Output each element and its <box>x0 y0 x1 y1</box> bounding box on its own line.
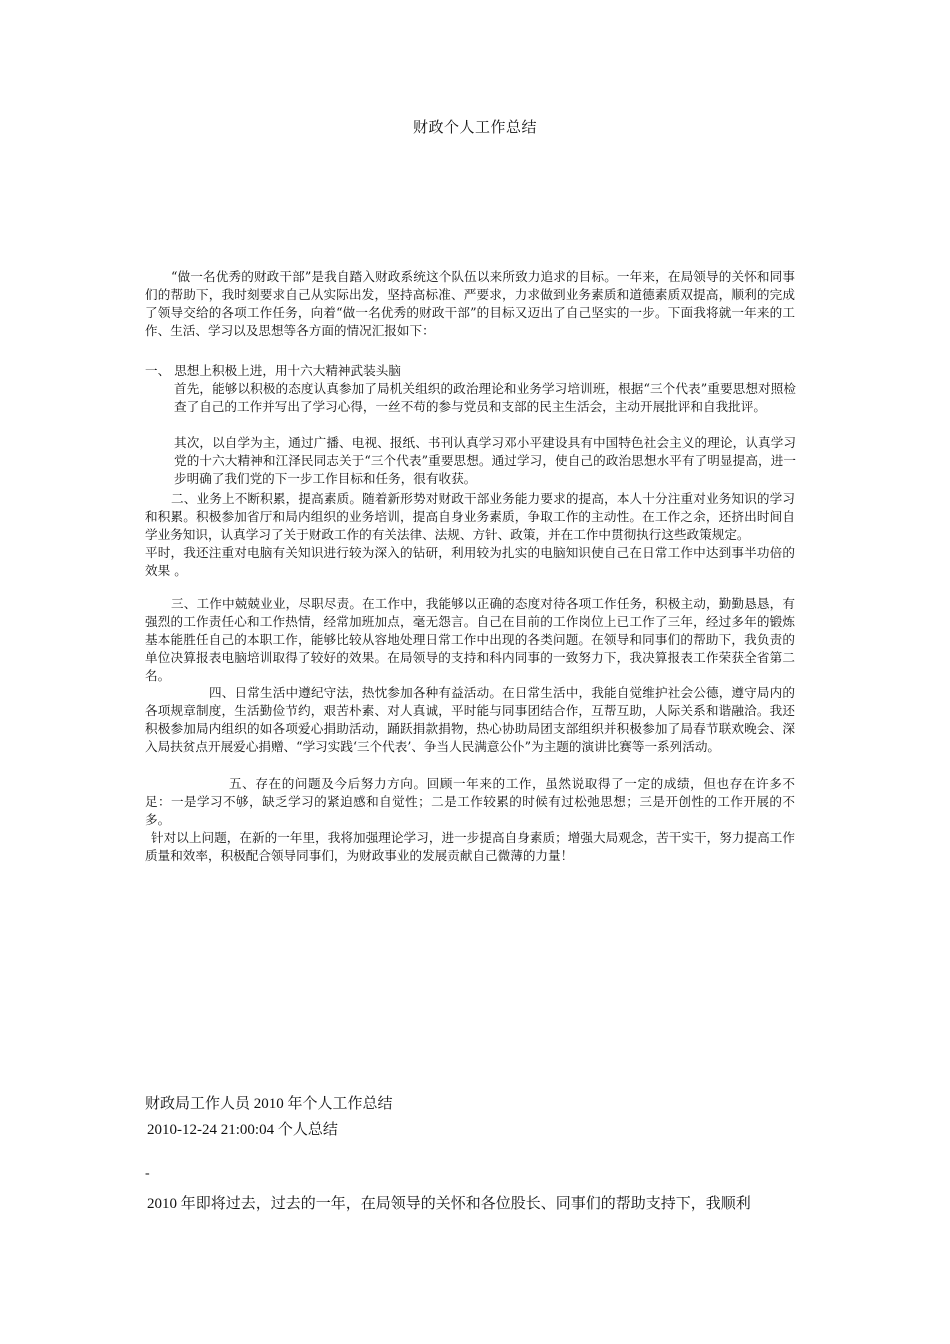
section1-text-1: 首先，能够以积极的态度认真参加了局机关组织的政治理论和业务学习培训班，根据“三个代表”重要思想对照检查了自己的工作并写出了学习心得，一丝不苟的参与党员和支部的民主生活会，主动开展批评和自我批评。 <box>174 381 796 414</box>
section1-text-2: 其次，以自学为主，通过广播、电视、报纸、书刊认真学习邓小平建设具有中国特色社会主义的理论，认真学习党的十六大精神和江泽民同志关于“三个代表”重要思想。通过学习，使自己的政治思想水平有了明显提高，进一步明确了我们党的下一步工作目标和任务，很有收获。 <box>174 435 796 486</box>
section4-text: 四、日常生活中遵纪守法，热忱参加各种有益活动。在日常生活中，我能自觉维护社会公德，遵守局内的各项规章制度，生活勤俭节约，艰苦朴素、对人真诚，平时能与同事团结合作，互帮互助，人际关系和谐融洽。我还积极参加局内组织的如各项爱心捐助活动，踊跃捐款捐物，热心协助局团支部组织并积极参加了局春节联欢晚会、深入局扶贫点开展爱心捐赠、“学习实践‘三个代表’、争当人民满意公仆”为主题的演讲比赛等一系列活动。 <box>145 685 795 754</box>
second-document-first-line: 2010 年即将过去，过去的一年，在局领导的关怀和各位股长、同事们的帮助支持下，我顺利 <box>147 1196 751 1212</box>
section2-text-2: 平时，我还注重对电脑有关知识进行较为深入的钻研，利用较为扎实的电脑知识使自己在日常工作中达到事半功倍的效果 。 <box>145 545 795 578</box>
separator-dash: - <box>145 1166 150 1181</box>
section1-paragraph-2 <box>174 434 796 488</box>
document-title: 财政个人工作总结 <box>412 118 537 136</box>
section5 <box>145 775 795 865</box>
section2-text-1: 二、业务上不断积累，提高素质。随着新形势对财政干部业务能力要求的提高，本人十分注重对业务知识的学习和积累。积极参加省厅和局内组织的业务培训，提高自身业务素质，争取工作的主动性。在工作之余，还挤出时间自学业务知识，认真学习了关于财政工作的有关法律、法规、方针、政策，并在工作中贯彻执行这些政策规定。 <box>145 491 795 542</box>
section5-text-2: 针对以上问题，在新的一年里，我将加强理论学习，进一步提高自身素质；增强大局观念，苦干实干，努力提高工作质量和效率，积极配合领导同事们，为财政事业的发展贡献自己微薄的力量！ <box>145 830 795 863</box>
section4 <box>145 684 795 756</box>
section2 <box>145 490 795 580</box>
section1-paragraph-1 <box>174 380 796 416</box>
section3 <box>145 595 795 685</box>
section1-heading: 一、 思想上积极上进，用十六大精神武装头脑 <box>145 363 401 378</box>
intro-text: “做一名优秀的财政干部”是我自踏入财政系统这个队伍以来所致力追求的目标。一年来，在局领导的关怀和同事们的帮助下，我时刻要求自己从实际出发，坚持高标准、严要求，力求做到业务素质和道德素质双提高，顺利的完成了领导交给的各项工作任务，向着“做一名优秀的财政干部”的目标又迈出了自己坚实的一步。下面我将就一年来的工作、生活、学习以及思想等各方面的情况汇报如下： <box>145 269 795 338</box>
section5-text-1: 五、存在的问题及今后努力方向。回顾一年来的工作，虽然说取得了一定的成绩，但也存在许多不足：一是学习不够，缺乏学习的紧迫感和自觉性；二是工作较累的时候有过松弛思想；三是开创性的工作开展的不多。 <box>145 776 795 827</box>
intro-paragraph <box>145 268 795 340</box>
section3-text: 三、工作中兢兢业业，尽职尽责。在工作中，我能够以正确的态度对待各项工作任务，积极主动，勤勤恳恳，有强烈的工作责任心和工作热情，经常加班加点，毫无怨言。自己在目前的工作岗位上已工作了三年，经过多年的锻炼基本能胜任自己的本职工作，能够比较从容地处理日常工作中出现的各类问题。在领导和同事们的帮助下，我负责的单位决算报表电脑培训取得了较好的效果。在局领导的支持和科内同事的一致努力下，我决算报表工作荣获全省第二名。 <box>145 596 795 683</box>
second-document-meta: 2010-12-24 21:00:04 个人总结 <box>147 1122 338 1138</box>
second-document-title: 财政局工作人员 2010 年个人工作总结 <box>145 1096 393 1112</box>
